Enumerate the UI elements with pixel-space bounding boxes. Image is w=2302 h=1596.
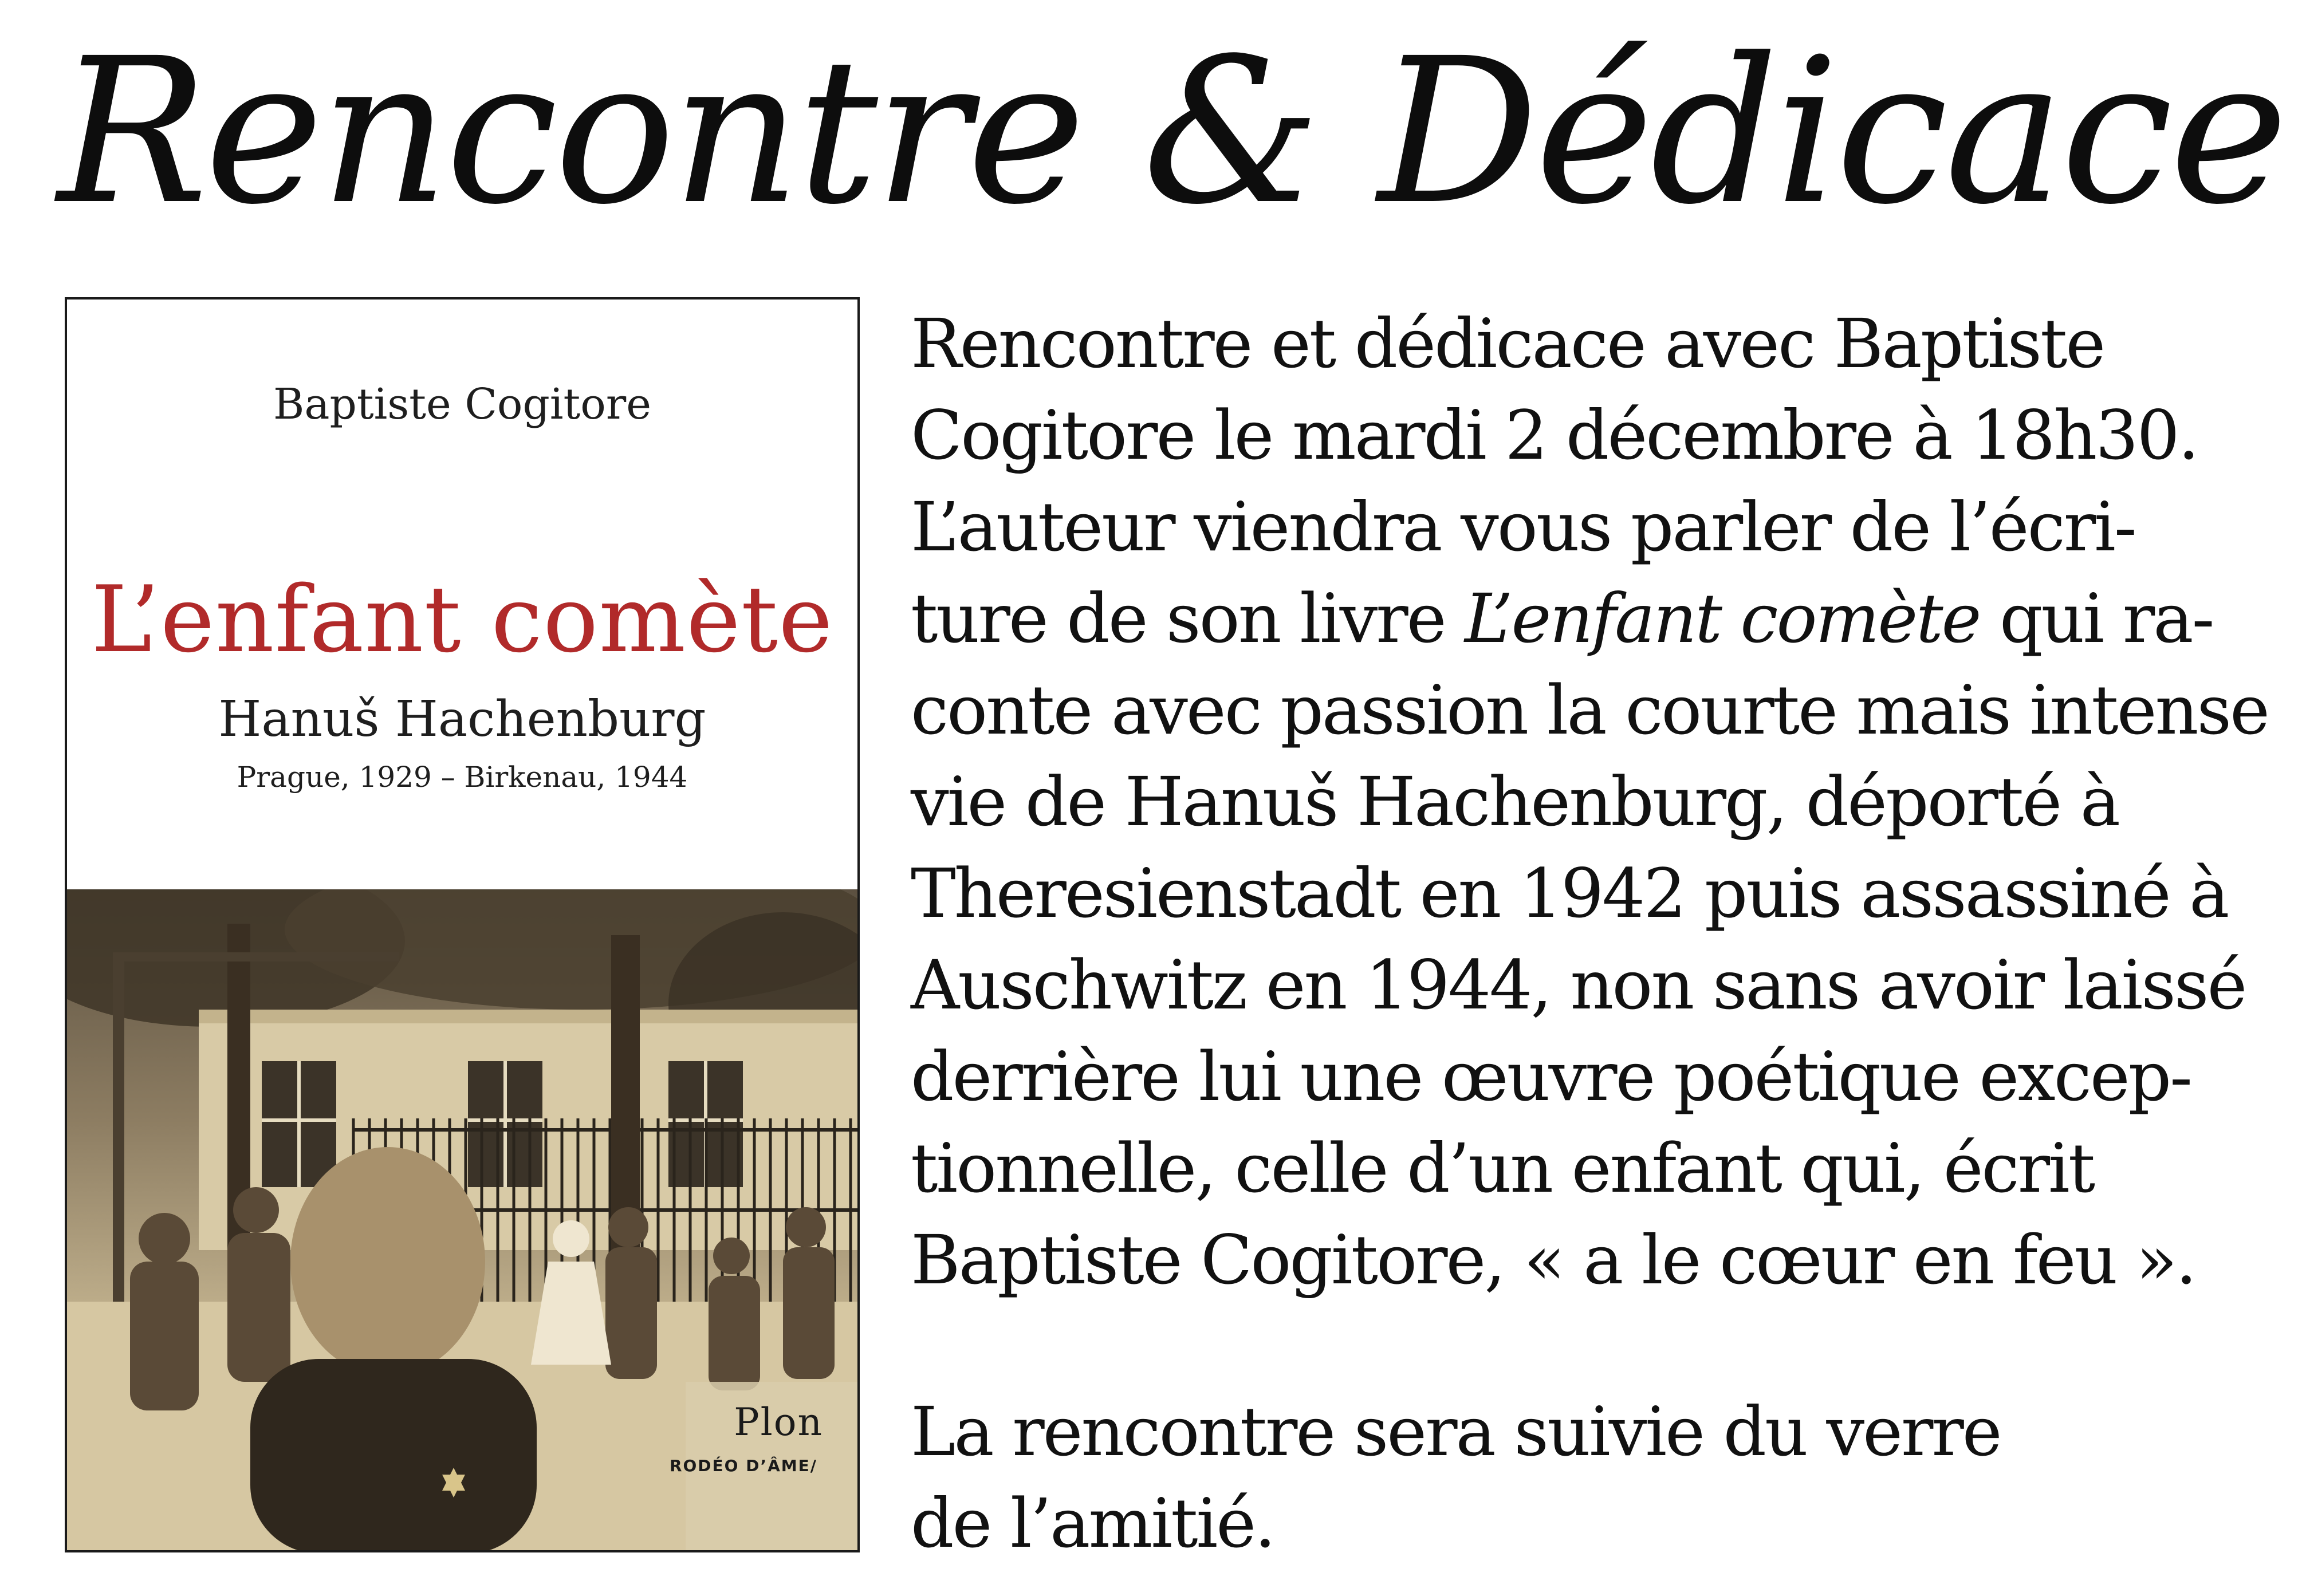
description-line: Theresienstadt en 1942 puis assassiné à <box>911 854 2228 933</box>
description-line: Auschwitz en 1944, non sans avoir laissé <box>911 945 2246 1024</box>
description-line: tionnelle, celle d’un enfant qui, écrit <box>911 1129 2094 1208</box>
cover-title: L’enfant comète <box>91 566 833 673</box>
description-line: L’auteur viendra vous parler de l’écri- <box>911 487 2135 566</box>
closing-note <box>911 1386 2285 1569</box>
cover-author: Baptiste Cogitore <box>273 380 651 429</box>
cover-subject: Hanuš Hachenburg <box>218 691 706 748</box>
description-line: Cogitore le mardi 2 décembre à 18h30. <box>911 396 2198 475</box>
cover-photo <box>67 889 857 1550</box>
imprint-logo: RODÉO D’ÂME/ <box>669 1456 817 1475</box>
description-line <box>911 573 2285 664</box>
closing-line: La rencontre sera suivie du verre <box>911 1392 2001 1471</box>
description-text: qui ra- <box>1980 579 2213 658</box>
description-line: conte avec passion la courte mais intense <box>911 671 2268 750</box>
schoolyard-photo <box>67 889 857 1550</box>
event-headline: Rencontre & Dédicace <box>57 15 2285 249</box>
description-text: ture de son livre <box>911 579 1465 658</box>
description-line: Rencontre et dédicace avec Baptiste <box>911 304 2104 383</box>
description-line: derrière lui une œuvre poétique excep- <box>911 1037 2191 1116</box>
publisher-logo: Plon <box>734 1400 823 1444</box>
description-line: Baptiste Cogitore, « a le cœur en feu ». <box>911 1220 2195 1299</box>
book-title-italic: L’enfant comète <box>1465 579 1980 658</box>
event-description <box>911 298 2285 1306</box>
cover-text-area <box>67 300 857 889</box>
closing-line: de l’amitié. <box>911 1484 1274 1563</box>
cover-dates: Prague, 1929 – Birkenau, 1944 <box>237 760 688 794</box>
description-line: vie de Hanuš Hachenburg, déporté à <box>911 762 2119 841</box>
book-cover <box>65 297 860 1552</box>
